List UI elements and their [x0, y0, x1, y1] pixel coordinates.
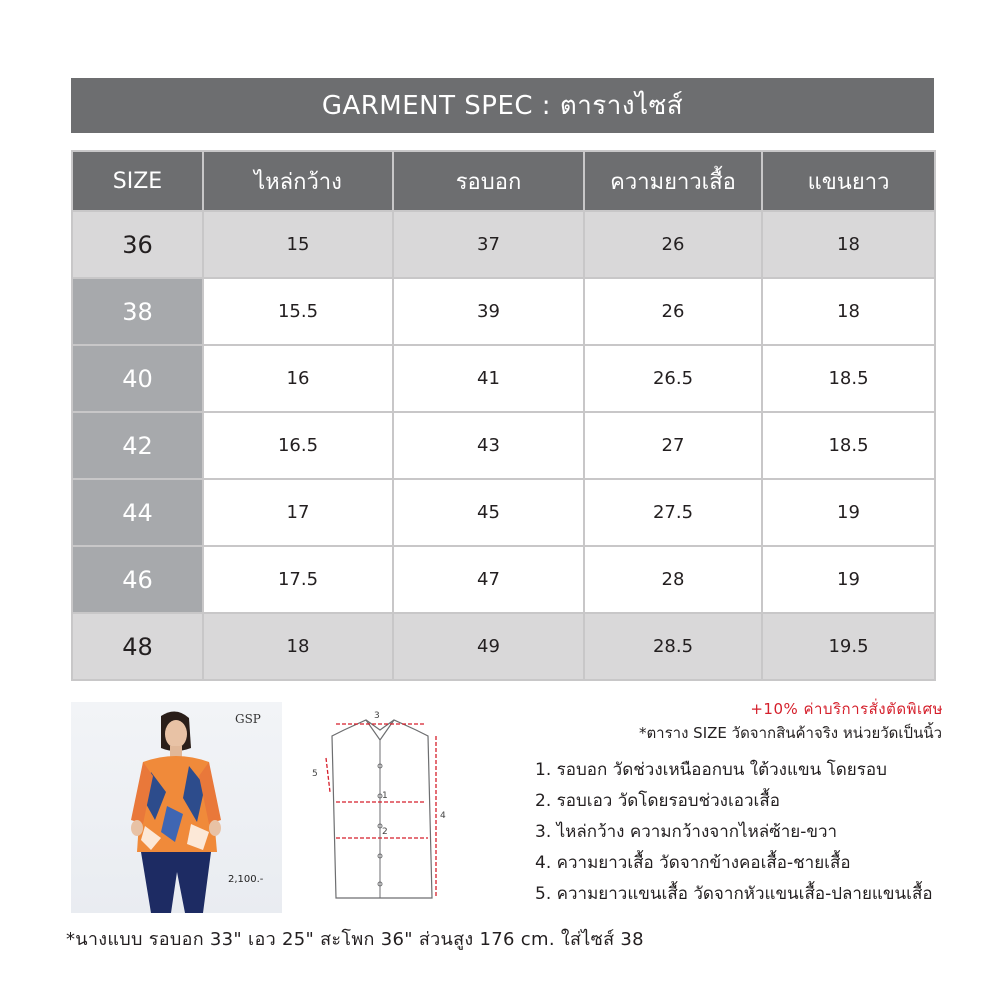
length-cell: 28: [584, 546, 762, 613]
length-cell: 27.5: [584, 479, 762, 546]
header-shirt-length: ความยาวเสื้อ: [584, 151, 762, 211]
chest-cell: 45: [393, 479, 584, 546]
table-row: [72, 345, 935, 412]
model-photo: [71, 702, 282, 913]
chest-cell: 43: [393, 412, 584, 479]
table-row: [72, 278, 935, 345]
length-cell: 26: [584, 211, 762, 278]
measurement-guide-list: [535, 755, 933, 910]
list-item: 1. รอบอก วัดช่วงเหนืออกบน ใต้วงแขน โดยรอบ: [535, 760, 887, 780]
table-row: [72, 613, 935, 680]
price-label: 2,100.-: [228, 874, 264, 885]
list-item: 4. ความยาวเสื้อ วัดจากข้างคอเสื้อ-ชายเสื้อ: [535, 853, 851, 873]
table-row: [72, 479, 935, 546]
chest-cell: 41: [393, 345, 584, 412]
chest-cell: 39: [393, 278, 584, 345]
banner-title: GARMENT SPEC : ตารางไซส์: [321, 91, 684, 121]
shirt-measure-diagram: [300, 706, 460, 911]
table-row: [72, 412, 935, 479]
size-cell: 46: [72, 546, 203, 613]
chest-cell: 49: [393, 613, 584, 680]
diagram-label-2: 2: [382, 827, 388, 837]
size-cell: 40: [72, 345, 203, 412]
header-chest: รอบอก: [393, 151, 584, 211]
diagram-label-3: 3: [374, 711, 380, 721]
sleeve-cell: 18: [762, 278, 935, 345]
header-size: SIZE: [72, 151, 203, 211]
table-row: [72, 211, 935, 278]
header-shoulder-width: ไหล่กว้าง: [203, 151, 393, 211]
sleeve-cell: 19: [762, 479, 935, 546]
length-cell: 26.5: [584, 345, 762, 412]
chest-cell: 47: [393, 546, 584, 613]
shoulder-cell: 15.5: [203, 278, 393, 345]
diagram-label-1: 1: [382, 791, 388, 801]
diagram-label-4: 4: [440, 811, 446, 821]
size-cell: 36: [72, 211, 203, 278]
size-cell: 48: [72, 613, 203, 680]
chest-cell: 37: [393, 211, 584, 278]
header-sleeve-length: แขนยาว: [762, 151, 935, 211]
list-item: 5. ความยาวแขนเสื้อ วัดจากหัวแขนเสื้อ-ปลายแขนเสื้อ: [535, 884, 933, 904]
shoulder-cell: 17.5: [203, 546, 393, 613]
list-item: 2. รอบเอว วัดโดยรอบช่วงเอวเสื้อ: [535, 791, 780, 811]
measure-line-sleeve: [326, 758, 330, 792]
size-cell: 42: [72, 412, 203, 479]
table-header-row: [72, 151, 935, 211]
table-row: [72, 546, 935, 613]
model-measurements-note: *นางแบบ รอบอก 33" เอว 25" สะโพก 36" ส่วนสูง 176 cm. ใส่ไซส์ 38: [66, 929, 644, 950]
size-chart-banner: [71, 78, 934, 133]
shirt-outline: [332, 720, 432, 898]
sleeve-cell: 18: [762, 211, 935, 278]
shoulder-cell: 17: [203, 479, 393, 546]
shoulder-cell: 16.5: [203, 412, 393, 479]
length-cell: 26: [584, 278, 762, 345]
size-cell: 44: [72, 479, 203, 546]
shoulder-cell: 18: [203, 613, 393, 680]
custom-order-surcharge: +10% ค่าบริการสั่งตัดพิเศษ: [750, 700, 943, 718]
sleeve-cell: 18.5: [762, 345, 935, 412]
shoulder-cell: 16: [203, 345, 393, 412]
sleeve-cell: 18.5: [762, 412, 935, 479]
brand-logo: GSP: [235, 712, 261, 726]
length-cell: 28.5: [584, 613, 762, 680]
size-spec-table: [71, 150, 936, 681]
size-cell: 38: [72, 278, 203, 345]
length-cell: 27: [584, 412, 762, 479]
measurement-unit-note: *ตาราง SIZE วัดจากสินค้าจริง หน่วยวัดเป็นนิ้ว: [638, 724, 942, 742]
sleeve-cell: 19: [762, 546, 935, 613]
diagram-label-5: 5: [312, 769, 318, 779]
shoulder-cell: 15: [203, 211, 393, 278]
sleeve-cell: 19.5: [762, 613, 935, 680]
list-item: 3. ไหล่กว้าง ความกว้างจากไหล่ซ้าย-ขวา: [535, 822, 838, 842]
